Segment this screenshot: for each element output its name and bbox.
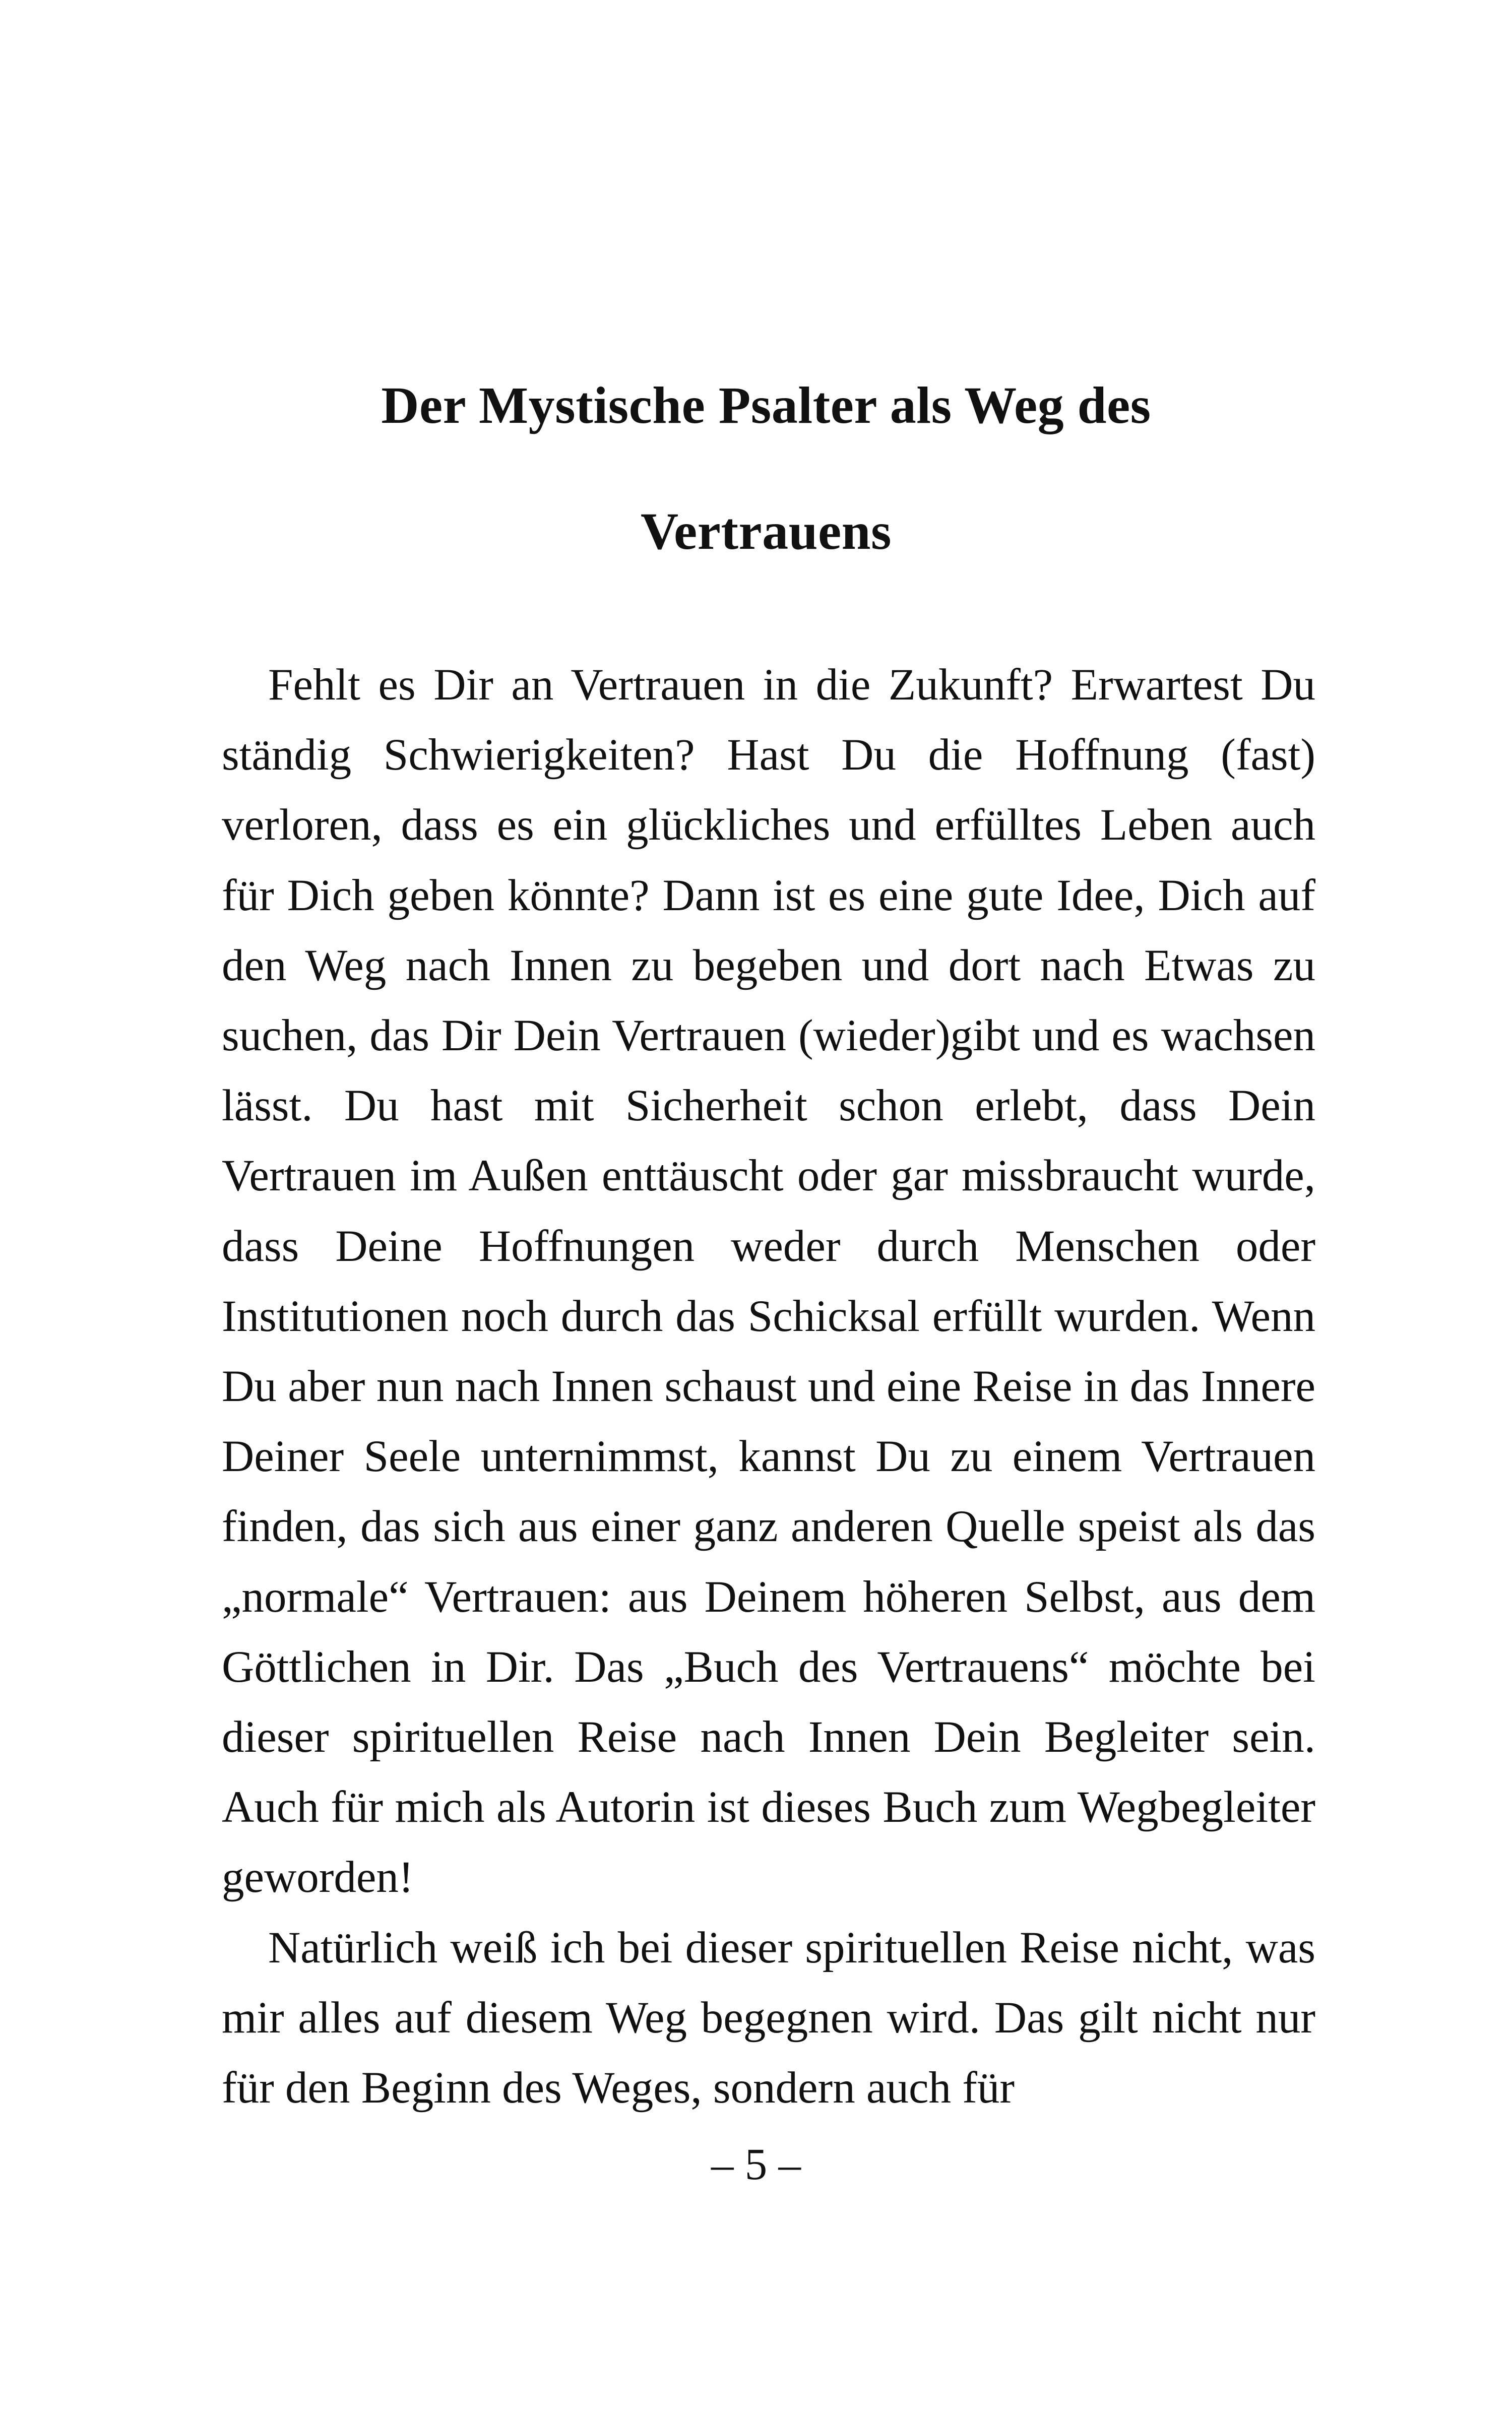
chapter-title [222,343,1310,595]
paragraph-2: Natürlich weiß ich bei dieser spirituellen Reise nicht, was mir alles auf diesem Weg begegnen wird. Das gilt nicht nur für den Beginn des Weges, sondern auch für [222,1923,1315,2113]
chapter-title-line-2: Vertrauens [641,502,892,560]
paragraph-1: Fehlt es Dir an Vertrauen in die Zukunft? Erwartest Du ständig Schwierigkeiten? Hast Du die Hoffnung (fast) verloren, dass es ein glückliches und erfülltes Leben auch für Dich geben könnte? Dann ist es eine gute Idee, Dich auf den Weg nach Innen zu begeben und dort nach Etwas zu suchen, das Dir Dein Vertrauen (wieder)gibt und es wachsen lässt. Du hast mit Sicherheit schon erlebt, dass Dein Vertrauen im Außen enttäuscht oder gar missbraucht wurde, dass Deine Hoffnungen weder durch Menschen oder Institutionen noch durch das Schicksal erfüllt wurden. Wenn Du aber nun nach Innen schaust und eine Reise in das Innere Deiner Seele unternimmst, kannst Du zu einem Vertrauen finden, das sich aus einer ganz anderen Quelle speist als das „normale“ Vertrauen: aus Deinem höheren Selbst, aus dem Göttlichen in Dir. Das „Buch des Vertrauens“ möchte bei dieser spirituellen Reise nach Innen Dein Begleiter sein. Auch für mich als Autorin ist dieses Buch zum Wegbegleiter geworden! [222,660,1315,1902]
page-number: – 5 – [711,2140,801,2189]
body-text [222,650,1315,2123]
chapter-title-line-1: Der Mystische Psalter als Weg des [381,376,1151,434]
